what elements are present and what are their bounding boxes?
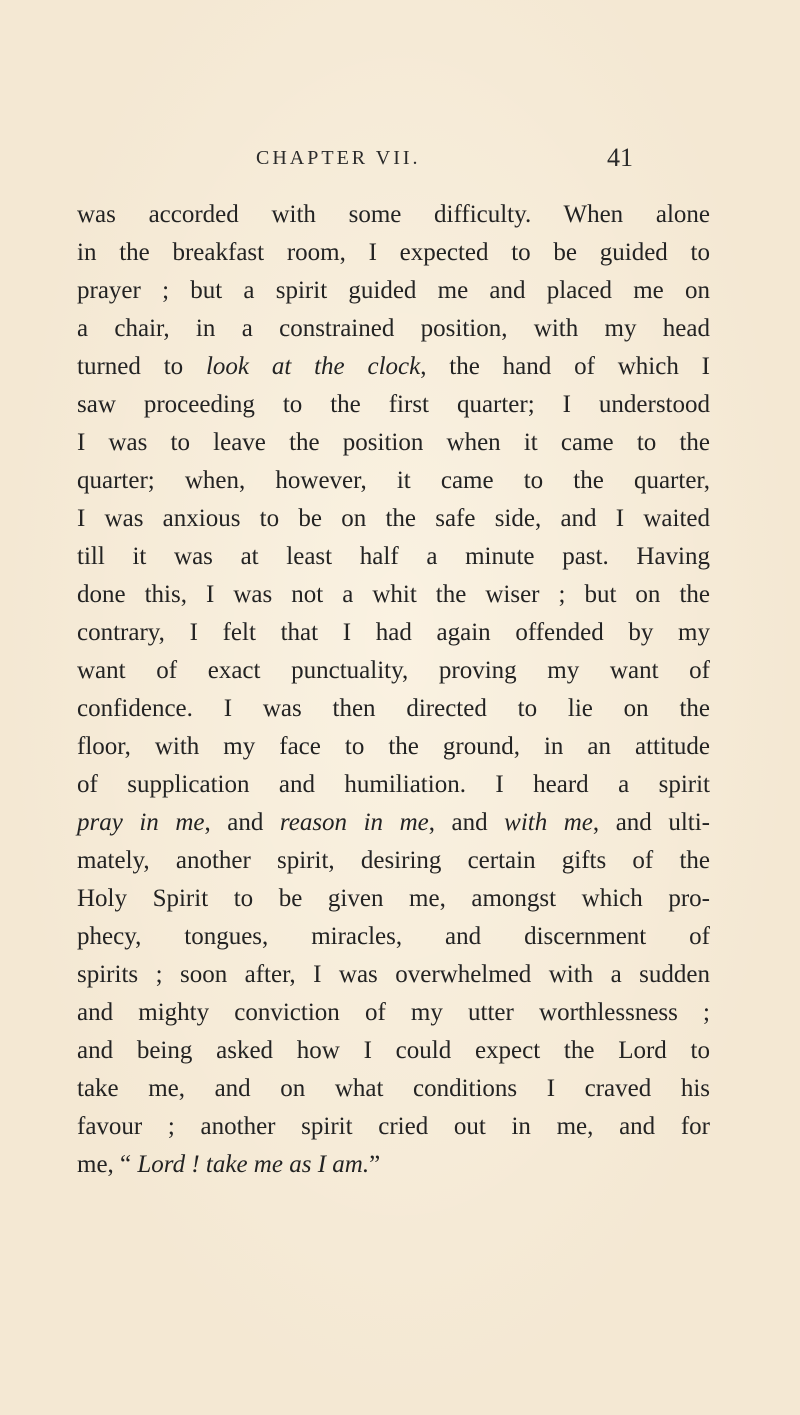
text-run: in the breakfast room, I expected to be guided to (77, 239, 710, 266)
text-run: confidence. I was then directed to lie on the (77, 695, 710, 722)
body-text (77, 196, 710, 1184)
text-run: floor, with my face to the ground, in an attitude (77, 733, 710, 760)
text-line (77, 424, 710, 462)
text-line (77, 880, 710, 918)
text-line (77, 766, 710, 804)
text-run: of supplication and humiliation. I heard a spirit (77, 771, 710, 798)
text-run: saw proceeding to the first quarter; I understood (77, 391, 710, 418)
text-line (77, 272, 710, 310)
text-run: , and ulti- (592, 809, 710, 836)
text-line (77, 386, 710, 424)
text-run: spirits ; soon after, I was overwhelmed with a sudden (77, 961, 710, 988)
text-run: Holy Spirit to be given me, amongst which pro- (77, 885, 710, 912)
text-line (77, 614, 710, 652)
text-run: done this, I was not a whit the wiser ; but on the (77, 581, 710, 608)
page-number: 41 (607, 143, 633, 172)
text-line (77, 234, 710, 272)
text-run: prayer ; but a spirit guided me and placed me on (77, 277, 710, 304)
text-run: , and (428, 809, 505, 836)
text-line (77, 652, 710, 690)
text-line (77, 804, 710, 842)
text-run: till it was at least half a minute past. Having (77, 543, 710, 570)
text-run: and mighty conviction of my utter worthlessness ; (77, 999, 710, 1026)
text-line (77, 538, 710, 576)
text-line (77, 1070, 710, 1108)
italic-phrase: look at the clock (205, 353, 421, 380)
text-run: was accorded with some difficulty. When alone (77, 201, 710, 228)
text-run: quarter; when, however, it came to the quarter, (77, 467, 710, 494)
text-line (77, 348, 710, 386)
text-run: , the hand of which I (420, 353, 710, 380)
text-line (77, 462, 710, 500)
chapter-heading: CHAPTER VII. (256, 147, 421, 169)
text-run: mately, another spirit, desiring certain gifts of the (77, 847, 710, 874)
text-line (77, 196, 710, 234)
text-line (77, 728, 710, 766)
text-run: want of exact punctuality, proving my want of (77, 657, 710, 684)
text-line (77, 500, 710, 538)
italic-phrase: Lord ! take me as I am. (137, 1151, 370, 1178)
text-run: phecy, tongues, miracles, and discernment of (77, 923, 710, 950)
text-run: contrary, I felt that I had again offended by my (77, 619, 710, 646)
text-run: a chair, in a constrained position, with my head (77, 315, 710, 342)
text-line (77, 918, 710, 956)
text-run: turned to (77, 353, 206, 380)
text-run: I was to leave the position when it came to the (77, 429, 710, 456)
text-run: and being asked how I could expect the Lord to (77, 1037, 710, 1064)
text-line (77, 1108, 710, 1146)
italic-phrase: with me (504, 809, 593, 836)
text-line (77, 1032, 710, 1070)
text-run: me, “ (77, 1151, 138, 1178)
text-line (77, 842, 710, 880)
text-line (77, 1146, 710, 1184)
text-line (77, 956, 710, 994)
running-header (0, 143, 800, 177)
text-line (77, 310, 710, 348)
text-line (77, 576, 710, 614)
text-run: , and (204, 809, 280, 836)
text-run: favour ; another spirit cried out in me, and for (77, 1113, 710, 1140)
text-line (77, 690, 710, 728)
italic-phrase: reason in me (279, 809, 429, 836)
text-line (77, 994, 710, 1032)
italic-phrase: pray in me (77, 809, 205, 836)
text-run: take me, and on what conditions I craved his (77, 1075, 710, 1102)
text-run: I was anxious to be on the safe side, and I waited (77, 505, 710, 532)
text-run: ” (369, 1151, 381, 1178)
